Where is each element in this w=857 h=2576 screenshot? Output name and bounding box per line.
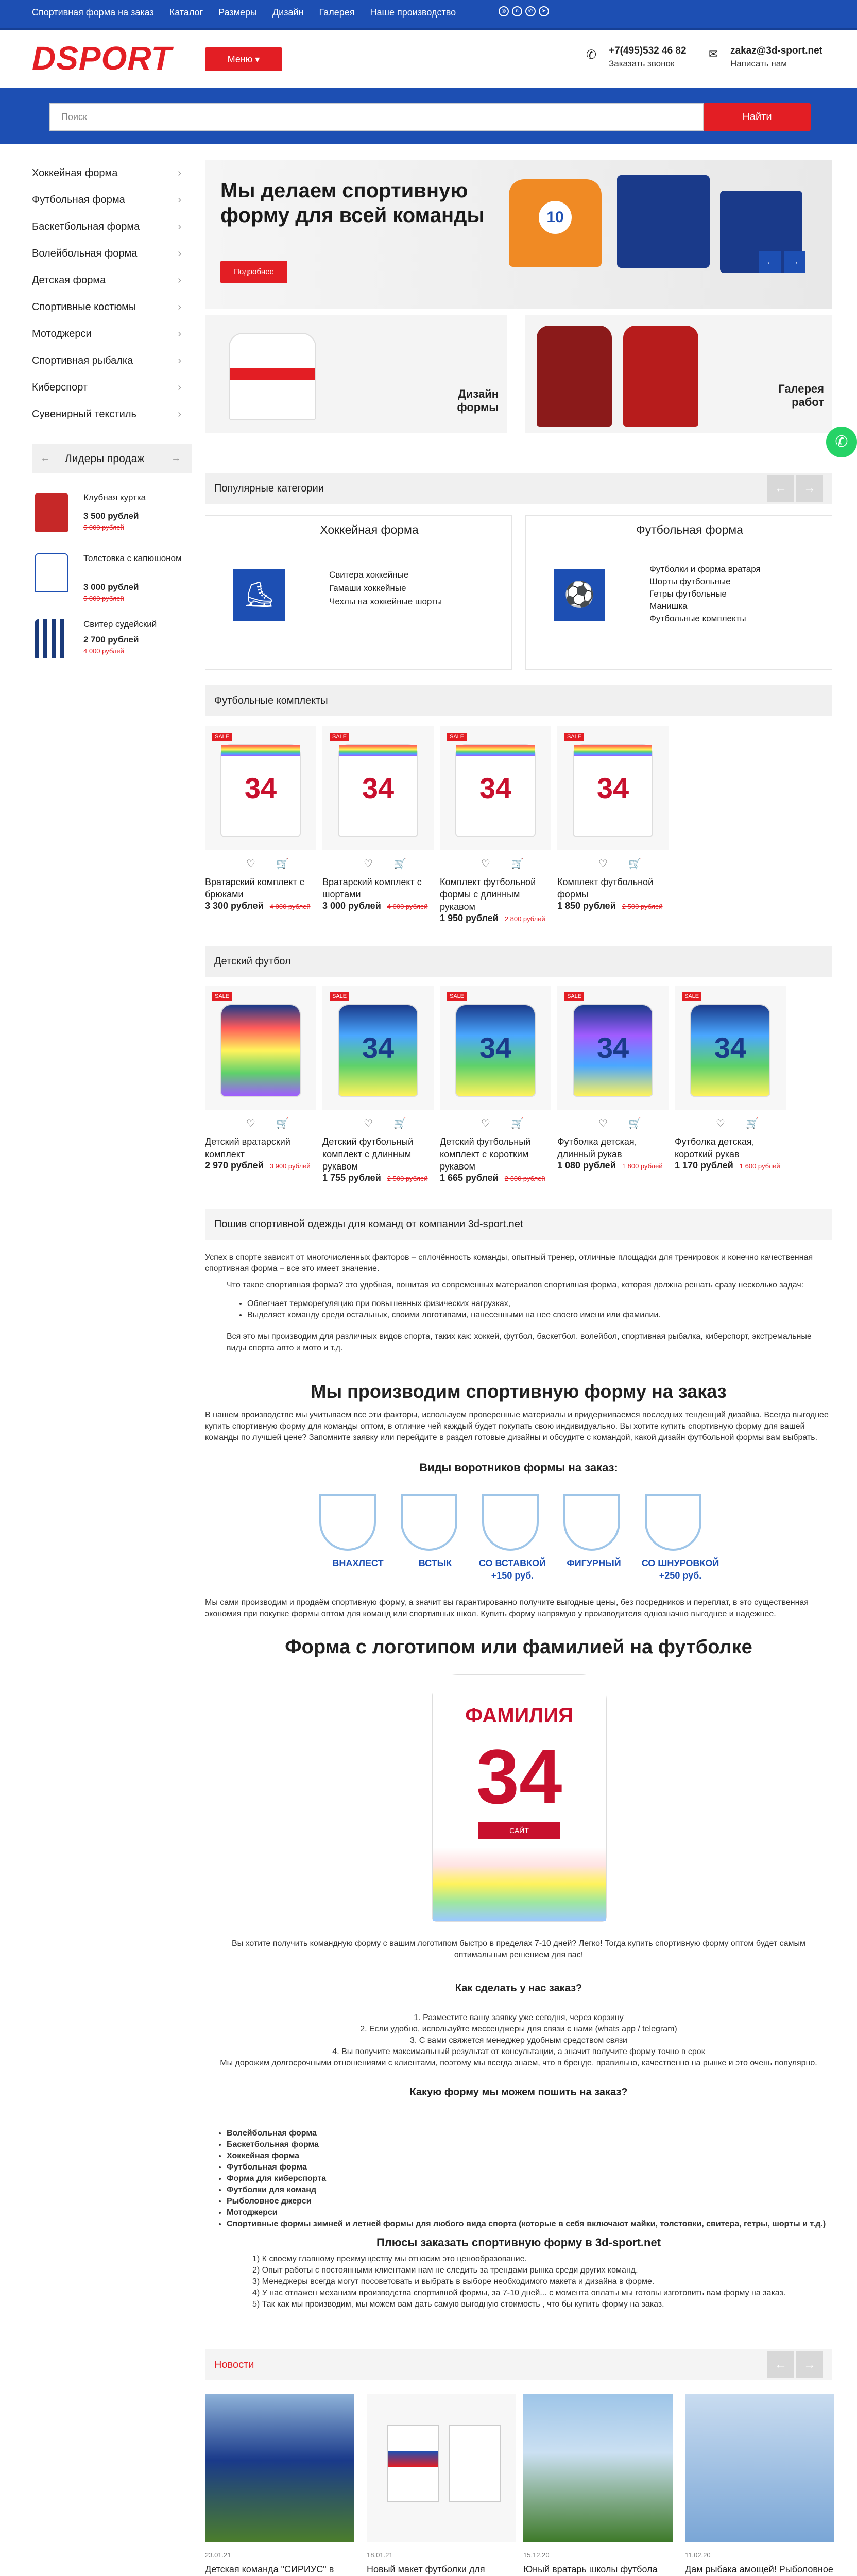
category-links (649, 563, 761, 625)
seo-p3: Вся это мы производим для различных видов спорта, таких как: хоккей, футбол, баскетбол, волейбол, спортивная рыбалка, киберспорт, экстремальные виды спорта авто и мото и т.д. (227, 1332, 812, 1352)
search-button[interactable]: Найти (704, 103, 811, 131)
leader-price: 3 500 рублей (83, 511, 139, 521)
leaders-list (32, 489, 192, 668)
leader-old-price: 5 000 рублей (83, 523, 124, 531)
header-email[interactable]: zakaz@3d-sport.net (730, 45, 823, 56)
product-name[interactable]: Комплект футбольной формы (557, 877, 654, 900)
product-old-price: 4 000 рублей (269, 903, 311, 910)
what-item: • Мотоджерси (227, 2207, 832, 2218)
category-links (329, 568, 442, 608)
kids-header (205, 946, 832, 977)
hero-title: Мы делаем спортивную форму для всей команды (220, 179, 485, 227)
chevron-right-icon: › (178, 167, 181, 179)
chevron-right-icon: › (178, 328, 181, 340)
product-card[interactable] (322, 986, 434, 1183)
collar-extra: +150 руб. (491, 1570, 534, 1581)
heart-icon[interactable]: ♡ (364, 1118, 373, 1129)
sidebar-item-label: Спортивные костюмы (32, 301, 136, 313)
sidebar-item-label: Сувенирный текстиль (32, 409, 136, 420)
news-card[interactable] (685, 2394, 834, 2576)
promo-jersey-image (623, 326, 698, 427)
how-step: 4. Вы получите максимальный результат от консультации, а значит получите форму точно в срок (332, 2047, 705, 2056)
cart-icon[interactable]: 🛒 (276, 858, 289, 870)
product-name[interactable]: Детский футбольный комплект с коротким рукавом (440, 1137, 531, 1172)
heart-icon[interactable]: ♡ (246, 1118, 255, 1129)
news-card[interactable] (367, 2394, 516, 2576)
category-link[interactable]: Чехлы на хоккейные шорты (329, 597, 442, 606)
leader-item[interactable] (32, 550, 192, 616)
news-headline[interactable]: Детская команда "СИРИУС" в (205, 2564, 334, 2574)
product-image: SALE 34 (440, 726, 551, 850)
seo-p2: Что такое спортивная форма? это удобная, пошитая из современных материалов спортивная форма, которая должна решать сразу несколько задач: (227, 1281, 804, 1290)
social-icons (499, 6, 549, 16)
product-thumb (35, 553, 68, 592)
product-price: 1 170 рублей (675, 1160, 733, 1171)
product-price: 3 000 рублей (322, 901, 381, 911)
category-card-football[interactable] (525, 515, 832, 670)
chevron-right-icon: › (178, 221, 181, 232)
product-name[interactable]: Футболка детская, длинный рукав (557, 1137, 637, 1159)
product-name[interactable]: Детский вратарский комплект (205, 1137, 290, 1159)
plus-item: 2) Опыт работы с постоянными клиентами нам не следить за трендами рынка среди других команд. (252, 2266, 638, 2275)
product-card[interactable] (675, 986, 786, 1171)
news-card[interactable] (205, 2394, 354, 2576)
category-link[interactable]: Гетры футбольные (649, 589, 727, 599)
cart-icon[interactable]: 🛒 (745, 1118, 759, 1129)
news-image (685, 2394, 834, 2542)
hockey-icon: ⛸ (233, 569, 285, 621)
cart-icon[interactable]: 🛒 (276, 1118, 289, 1129)
what-item: • Спортивные формы зимней и летней формы для любого вида спорта (которые в себя включают майки, толстовки, свитера, гетры, шорты и т.д.) (227, 2218, 832, 2230)
collar-extra: +250 руб. (659, 1570, 702, 1581)
cart-icon[interactable]: 🛒 (628, 858, 641, 870)
jersey-sponsor: САЙТ (478, 1822, 560, 1839)
category-link[interactable]: Шорты футбольные (649, 577, 731, 586)
product-old-price: 4 000 рублей (387, 903, 428, 910)
what-item: • Форма для киберспорта (227, 2173, 832, 2184)
how-list (205, 2012, 832, 2069)
seo-p6: Вы хотите получить командную форму с вашим логотипом быстро в пределах 7-10 дней? Легко! Тогда купить спортивную форму оптом будет самым оптимальным решением для вас! (231, 1939, 806, 1959)
seo-p1: Успех в спорте зависит от многочисленных факторов – сплочённость команды, опытный тренер, отличные площадки для тренировок и конечно качественная спортивная форма – все это имеет значение. (205, 1253, 813, 1273)
product-old-price: 2 500 рублей (387, 1175, 428, 1182)
product-name[interactable]: Детский футбольный комплект с длинным рукавом (322, 1137, 414, 1172)
how-step: 2. Если удобно, используйте мессенджеры для связи с нами (whats app / telegram) (360, 2025, 677, 2033)
seo-bullet: • Облегчает терморегуляцию при повышенных физических нагрузках, (247, 1298, 829, 1310)
what-item: • Хоккейная форма (227, 2150, 832, 2162)
product-name[interactable]: Комплект футбольной формы с длинным рукавом (440, 877, 536, 912)
leaders-title: Лидеры продаж (65, 453, 145, 465)
product-card[interactable] (440, 986, 551, 1183)
sidebar-item[interactable] (32, 294, 192, 320)
news-image (367, 2394, 516, 2542)
product-name[interactable]: Вратарский комплект с брюками (205, 877, 304, 900)
jersey-name: ФАМИЛИЯ (465, 1704, 573, 1727)
vk-icon[interactable]: в (512, 6, 522, 16)
product-thumb (35, 493, 68, 532)
topnav-gallery[interactable]: Галерея (319, 7, 355, 18)
sidebar-item[interactable] (32, 401, 192, 428)
category-link[interactable]: Свитера хоккейные (329, 570, 409, 580)
sidebar-item-label: Волейбольная форма (32, 248, 138, 259)
promo-design-label: Дизайн формы (457, 387, 499, 414)
popular-title: Популярные категории (214, 483, 324, 494)
sidebar-item-label: Мотоджерси (32, 328, 92, 340)
seo-h3: Форма с логотипом или фамилией на футболке (285, 1636, 752, 1658)
cart-icon[interactable]: 🛒 (510, 1118, 524, 1129)
news-headline[interactable]: Новый макет футболки для (367, 2564, 485, 2574)
category-link[interactable]: Манишка (649, 601, 688, 611)
product-old-price: 1 800 рублей (622, 1162, 663, 1170)
menu-button-label: Меню (227, 54, 253, 64)
product-image: SALE 34 (675, 986, 786, 1110)
chevron-right-icon: › (178, 248, 181, 259)
plus-item: 1) К своему главному преимуществу мы относим это ценообразование. (252, 2255, 527, 2263)
kids-title: Детский футбол (214, 956, 291, 967)
chevron-right-icon: › (178, 275, 181, 286)
product-old-price: 1 600 рублей (739, 1162, 780, 1170)
product-old-price: 2 800 рублей (504, 915, 545, 923)
write-link[interactable]: Написать нам (730, 59, 787, 69)
what-item: • Баскетбольная форма (227, 2139, 832, 2150)
jersey-number: 34 (476, 1733, 562, 1820)
heart-icon[interactable]: ♡ (481, 858, 490, 870)
telegram-icon[interactable]: ➤ (539, 6, 549, 16)
call-link[interactable]: Заказать звонок (609, 59, 675, 69)
leader-item[interactable] (32, 616, 192, 668)
chevron-right-icon: › (178, 301, 181, 313)
collar-label: СО ШНУРОВКОЙ (641, 1558, 719, 1568)
product-image: SALE 34 (557, 986, 669, 1110)
category-link[interactable]: Футбольные комплекты (649, 614, 746, 623)
topnav-catalog[interactable]: Каталог (169, 7, 203, 18)
leader-name: Клубная куртка (83, 493, 146, 502)
product-old-price: 2 500 рублей (622, 903, 663, 910)
sale-badge: SALE (212, 733, 232, 741)
hero-next-arrow-icon[interactable]: → (784, 251, 805, 273)
news-title: Новости (214, 2359, 254, 2370)
prev-arrow-icon[interactable]: ← (767, 475, 794, 502)
category-card-hockey[interactable] (205, 515, 512, 670)
seo-p4: В нашем производстве мы учитываем все эти факторы, используем проверенные материалы и придерживаемся последних тенденций дизайна. Всегда выгоднее купить спортивную форму для команды оптом, в отличие чей каждый будет покупать свою индивидуально. Вы хотите купить спортивную форму для вашей команды по лучшей цене? Запомните заявку или перейдите в раздел готовые дизайны и обсудите с командой, какой дизайн футбольной формы вам выбрать. (205, 1411, 829, 1442)
instagram-icon[interactable]: ◎ (499, 6, 509, 16)
plus-title: Плюсы заказать спортивную форму в 3d-sport.net (376, 2236, 661, 2249)
heart-icon[interactable]: ♡ (246, 858, 255, 870)
news-date: 15.12.20 (523, 2551, 550, 2559)
product-price: 1 850 рублей (557, 901, 616, 911)
how-step: 1. Разместите вашу заявку уже сегодня, через корзину (414, 2013, 624, 2022)
seo-title: Пошив спортивной одежды для команд от компании 3d-sport.net (214, 1218, 523, 1230)
leader-item[interactable] (32, 489, 192, 550)
what-item: • Футболки для команд (227, 2184, 832, 2196)
sale-badge: SALE (447, 733, 467, 741)
product-price: 1 755 рублей (322, 1173, 381, 1183)
how-step: 3. С вами свяжется менеджер удобным средством связи (410, 2036, 627, 2045)
news-headline[interactable]: Дам рыбака амощей! Рыболовное (685, 2564, 833, 2574)
plus-item: 4) У нас отлажен механизм производства спортивной формы, за 7-10 дней... с момента оплаты мы готовы изготовить вам форму на заказ. (252, 2289, 786, 2297)
leader-price: 3 000 рублей (83, 582, 139, 592)
product-image: SALE 34 (322, 726, 434, 850)
what-item: • Футбольная форма (227, 2162, 832, 2173)
chevron-right-icon: › (178, 382, 181, 393)
top-nav (32, 7, 456, 18)
product-card[interactable] (440, 726, 551, 924)
plus-item: 3) Менеджеры всегда могут посоветовать и выбрать в выборе необходимого макета и дизайна в форме. (252, 2277, 655, 2286)
search-input[interactable]: Поиск (49, 103, 704, 131)
sidebar-item-label: Детская форма (32, 275, 106, 286)
product-price: 2 970 рублей (205, 1160, 264, 1171)
news-image (523, 2394, 673, 2542)
jersey-image (432, 1674, 607, 1922)
sale-badge: SALE (682, 992, 701, 1001)
sidebar-item-label: Футбольная форма (32, 194, 125, 206)
news-image (205, 2394, 354, 2542)
sidebar-item-label: Спортивная рыбалка (32, 355, 133, 366)
news-card[interactable] (523, 2394, 673, 2576)
product-price: 3 300 рублей (205, 901, 264, 911)
chevron-right-icon: › (178, 355, 181, 366)
phone-icon: ✆ (586, 48, 597, 62)
collar-label: ВНАХЛЕСТ (332, 1558, 384, 1568)
what-title: Какую форму мы можем пошить на заказ? (409, 2087, 628, 2098)
sidebar-item[interactable] (32, 374, 192, 401)
product-old-price: 2 300 рублей (504, 1175, 545, 1182)
chevron-right-icon: › (178, 409, 181, 420)
promo-design[interactable] (205, 315, 507, 433)
leader-old-price: 5 000 рублей (83, 595, 124, 602)
seo-bullet: • Выделяет команду среди остальных, своими логотипами, нанесенными на нее своего имени или фамилии. (247, 1310, 829, 1321)
prev-arrow-icon[interactable]: ← (767, 2351, 794, 2378)
collar-label: СО ВСТАВКОЙ (478, 1558, 546, 1568)
header (0, 30, 857, 87)
hero-more-button[interactable]: Подробнее (220, 261, 287, 283)
seo-bullets (247, 1298, 829, 1321)
header-phone[interactable]: +7(495)532 46 82 (609, 45, 687, 56)
news-date: 18.01.21 (367, 2551, 393, 2559)
football-header (205, 685, 832, 716)
product-image: SALE 34 (557, 726, 669, 850)
next-arrow-icon[interactable]: → (796, 2351, 823, 2378)
topnav-custom[interactable]: Спортивная форма на заказ (32, 7, 154, 18)
product-thumb (35, 619, 68, 658)
hero-prev-arrow-icon[interactable]: ← (759, 251, 781, 273)
product-image (205, 986, 316, 1110)
hero-jersey-image: 10 (509, 179, 602, 267)
heart-icon[interactable]: ♡ (481, 1118, 490, 1129)
sale-badge: SALE (447, 992, 467, 1001)
cart-icon[interactable]: 🛒 (393, 858, 406, 870)
what-item: • Волейбольная форма (227, 2128, 832, 2139)
news-date: 23.01.21 (205, 2551, 231, 2559)
hero-shorts-image (617, 175, 710, 268)
sale-badge: SALE (212, 992, 232, 1001)
news-headline[interactable]: Юный вратарь школы футбола (523, 2564, 658, 2574)
sidebar-item[interactable] (32, 347, 192, 374)
sidebar-item[interactable] (32, 267, 192, 294)
cart-icon[interactable]: 🛒 (393, 1118, 406, 1129)
topnav-design[interactable]: Дизайн (272, 7, 304, 18)
heart-icon[interactable]: ♡ (598, 858, 608, 870)
how-note: Мы дорожим долгосрочными отношениями с клиентами, поэтому мы всегда знаем, что в бренде, правильно, качественно на рынке и это очень популярно. (220, 2059, 817, 2067)
cart-icon[interactable]: 🛒 (510, 858, 524, 870)
product-image: SALE 34 (205, 726, 316, 850)
sale-badge: SALE (330, 733, 349, 741)
promo-gallery[interactable] (525, 315, 832, 433)
logo[interactable]: DSPORT (32, 40, 172, 77)
product-price: 1 665 рублей (440, 1173, 499, 1183)
collar-label: ФИГУРНЫЙ (567, 1558, 621, 1568)
seo-header (205, 1209, 832, 1240)
product-price: 1 080 рублей (557, 1160, 616, 1171)
product-image: SALE 34 (322, 986, 434, 1110)
football-title: Футбольные комплекты (214, 695, 328, 706)
sidebar-item[interactable] (32, 213, 192, 240)
seo-p5: Мы сами производим и продаём спортивную форму, а значит вы гарантированно получите выгодные цены, без посредников и переплат, в это существенная экономия при покупке формы оптом для команд или спортивных школ. Купить форму напрямую у производителя однозначно выгоднее и надежнее. (205, 1598, 809, 1618)
news-header (205, 2349, 832, 2380)
sidebar-item[interactable] (32, 320, 192, 347)
chevron-right-icon: › (178, 194, 181, 206)
popular-header (205, 473, 832, 504)
leader-price: 2 700 рублей (83, 635, 139, 645)
sidebar-item-label: Хоккейная форма (32, 167, 118, 179)
seo-h2: Мы производим спортивную форму на заказ (311, 1381, 727, 1402)
category-title: Хоккейная форма (320, 523, 419, 536)
collars-title: Виды воротников формы на заказ: (419, 1461, 618, 1474)
leader-name: Свитер судейский (83, 619, 157, 629)
topnav-sizes[interactable]: Размеры (218, 7, 257, 18)
sale-badge: SALE (330, 992, 349, 1001)
sale-badge: SALE (564, 733, 584, 741)
what-item: • Рыболовное джерси (227, 2196, 832, 2207)
sidebar-item[interactable] (32, 240, 192, 267)
product-name[interactable]: Футболка детская, короткий рукав (675, 1137, 755, 1159)
collar-label: ВСТЫК (418, 1558, 452, 1568)
top-bar (0, 0, 857, 30)
news-date: 11.02.20 (685, 2551, 711, 2559)
product-old-price: 3 900 рублей (269, 1162, 311, 1170)
heart-icon[interactable]: ♡ (598, 1118, 608, 1129)
category-title: Футбольная форма (636, 523, 743, 536)
sidebar (32, 160, 192, 428)
next-arrow-icon[interactable]: → (171, 452, 181, 464)
product-card[interactable] (205, 726, 316, 911)
what-list (227, 2128, 832, 2230)
product-card[interactable] (557, 726, 669, 911)
sidebar-item-label: Баскетбольная форма (32, 221, 140, 232)
product-card[interactable] (557, 986, 669, 1171)
sidebar-item[interactable] (32, 187, 192, 213)
whatsapp-icon[interactable]: ✆ (525, 6, 536, 16)
hero-banner (205, 160, 832, 309)
cart-icon[interactable]: 🛒 (628, 1118, 641, 1129)
prev-arrow-icon[interactable]: ← (40, 452, 50, 464)
collars-image (319, 1494, 731, 1597)
sidebar-item[interactable] (32, 160, 192, 187)
plus-item: 5) Так как мы производим, мы можем вам дать самую выгодную стоимость , что бы купить форму на заказ. (252, 2300, 664, 2309)
category-link[interactable]: Гамаши хоккейные (329, 583, 406, 593)
topnav-production[interactable]: Наше производство (370, 7, 456, 18)
category-link[interactable]: Футболки и форма вратаря (649, 564, 761, 574)
mail-icon: ✉ (709, 47, 718, 60)
sale-badge: SALE (564, 992, 584, 1001)
promo-jersey-image (537, 326, 612, 427)
promo-gallery-label: Галерея работ (778, 382, 824, 409)
football-icon: ⚽ (554, 569, 605, 621)
menu-button[interactable]: Меню ▾ (205, 47, 282, 71)
heart-icon[interactable]: ♡ (364, 858, 373, 870)
leader-name: Толстовка с капюшоном (83, 553, 182, 563)
product-card[interactable] (205, 986, 316, 1171)
product-image: SALE 34 (440, 986, 551, 1110)
leader-old-price: 4 000 рублей (83, 647, 124, 655)
sidebar-item-label: Киберспорт (32, 382, 88, 393)
whatsapp-float-icon[interactable]: ✆ (826, 427, 857, 457)
promo-jersey-image (229, 333, 316, 420)
heart-icon[interactable]: ♡ (716, 1118, 725, 1129)
product-name[interactable]: Вратарский комплект с шортами (322, 877, 422, 900)
product-card[interactable] (322, 726, 434, 911)
product-price: 1 950 рублей (440, 913, 499, 923)
next-arrow-icon[interactable]: → (796, 475, 823, 502)
plus-list (252, 2253, 829, 2310)
leaders-header (32, 444, 192, 473)
how-title: Как сделать у нас заказ? (455, 1982, 582, 1994)
